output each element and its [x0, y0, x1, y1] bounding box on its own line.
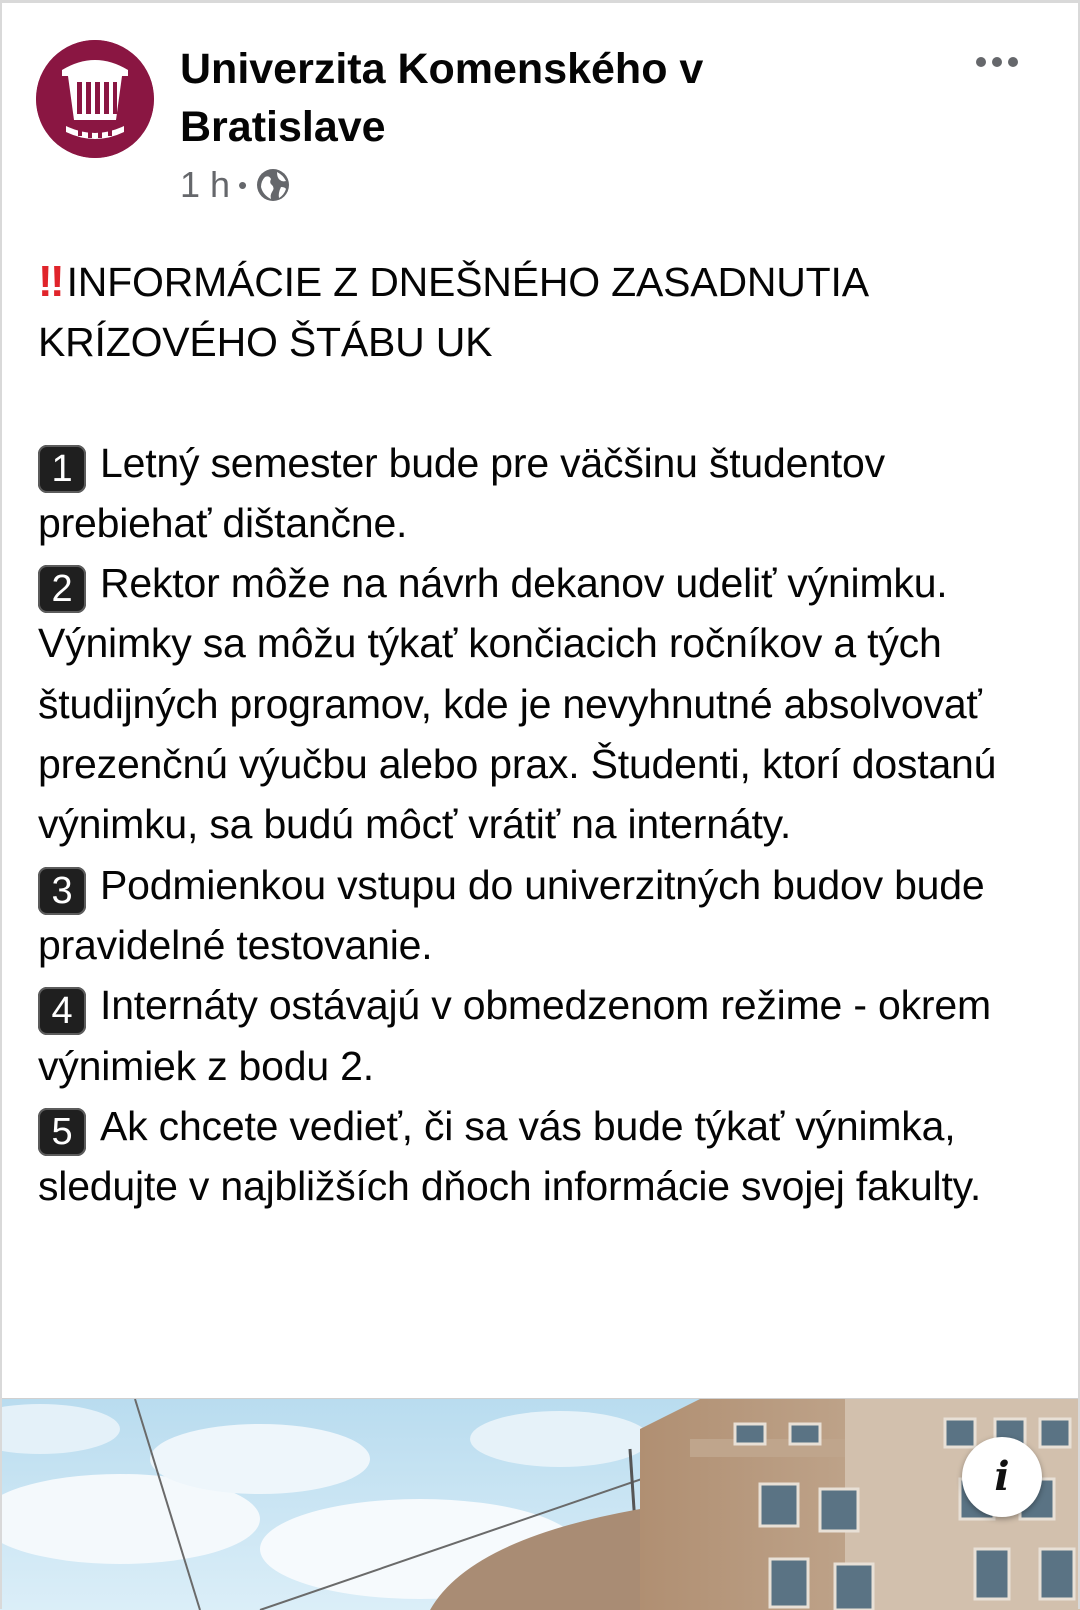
list-item-text: Ak chcete vedieť, či sa vás bude týkať výnimka, sledujte v najbližších dňoch informácie svojej fakulty. [38, 1102, 982, 1210]
list-item [38, 1096, 1048, 1217]
post-time[interactable]: 1 h [180, 164, 231, 205]
keycap-number-icon: 3 [38, 867, 86, 915]
globe-icon [255, 167, 291, 203]
meta-separator: • [238, 169, 248, 200]
university-logo-icon [36, 40, 154, 158]
keycap-number-icon: 5 [38, 1108, 86, 1156]
more-dot [1008, 57, 1018, 67]
page-name[interactable]: Univerzita Komenského v Bratislave [180, 45, 704, 151]
list-item-text: Podmienkou vstupu do univerzitných budov bude pravidelné testovanie. [38, 861, 985, 968]
list-item [38, 553, 1048, 854]
list-item [38, 855, 1048, 976]
post-meta [180, 163, 291, 207]
list-item [38, 433, 1048, 554]
more-options-button[interactable] [962, 40, 1032, 84]
headline-text: INFORMÁCIE Z DNEŠNÉHO ZASADNUTIA KRÍZOVÉHO ŠTÁBU UK [38, 259, 867, 366]
list-item-text: Rektor môže na návrh dekanov udeliť výnimku. Výnimky sa môžu týkať končiacich ročníkov a tých študijných programov, kde je nevyhnutné absolvovať prezenčnú výučbu alebo prax. Študenti, ktorí dostanú výnimku, sa budú môcť vrátiť na internáty. [38, 560, 997, 848]
info-icon: i [994, 1453, 1010, 1500]
keycap-number-icon: 4 [38, 987, 86, 1035]
post-header [0, 0, 1080, 230]
list-item-text: Letný semester bude pre väčšinu študentov prebiehať dištančne. [38, 439, 885, 546]
info-button[interactable] [962, 1437, 1042, 1517]
post-text [38, 252, 1048, 1216]
more-dot [992, 57, 1002, 67]
keycap-number-icon: 2 [38, 565, 86, 613]
more-horizontal-icon [976, 57, 986, 67]
list-item [38, 975, 1048, 1096]
post-photo[interactable] [0, 1398, 1080, 1610]
keycap-number-icon: 1 [38, 445, 86, 493]
page-avatar[interactable] [36, 40, 154, 158]
double-exclamation-icon: ‼ [38, 257, 59, 306]
paragraph-gap [38, 373, 1048, 433]
post-headline [38, 252, 1048, 373]
list-item-text: Internáty ostávajú v obmedzenom režime - okrem výnimiek z bodu 2. [38, 982, 991, 1089]
